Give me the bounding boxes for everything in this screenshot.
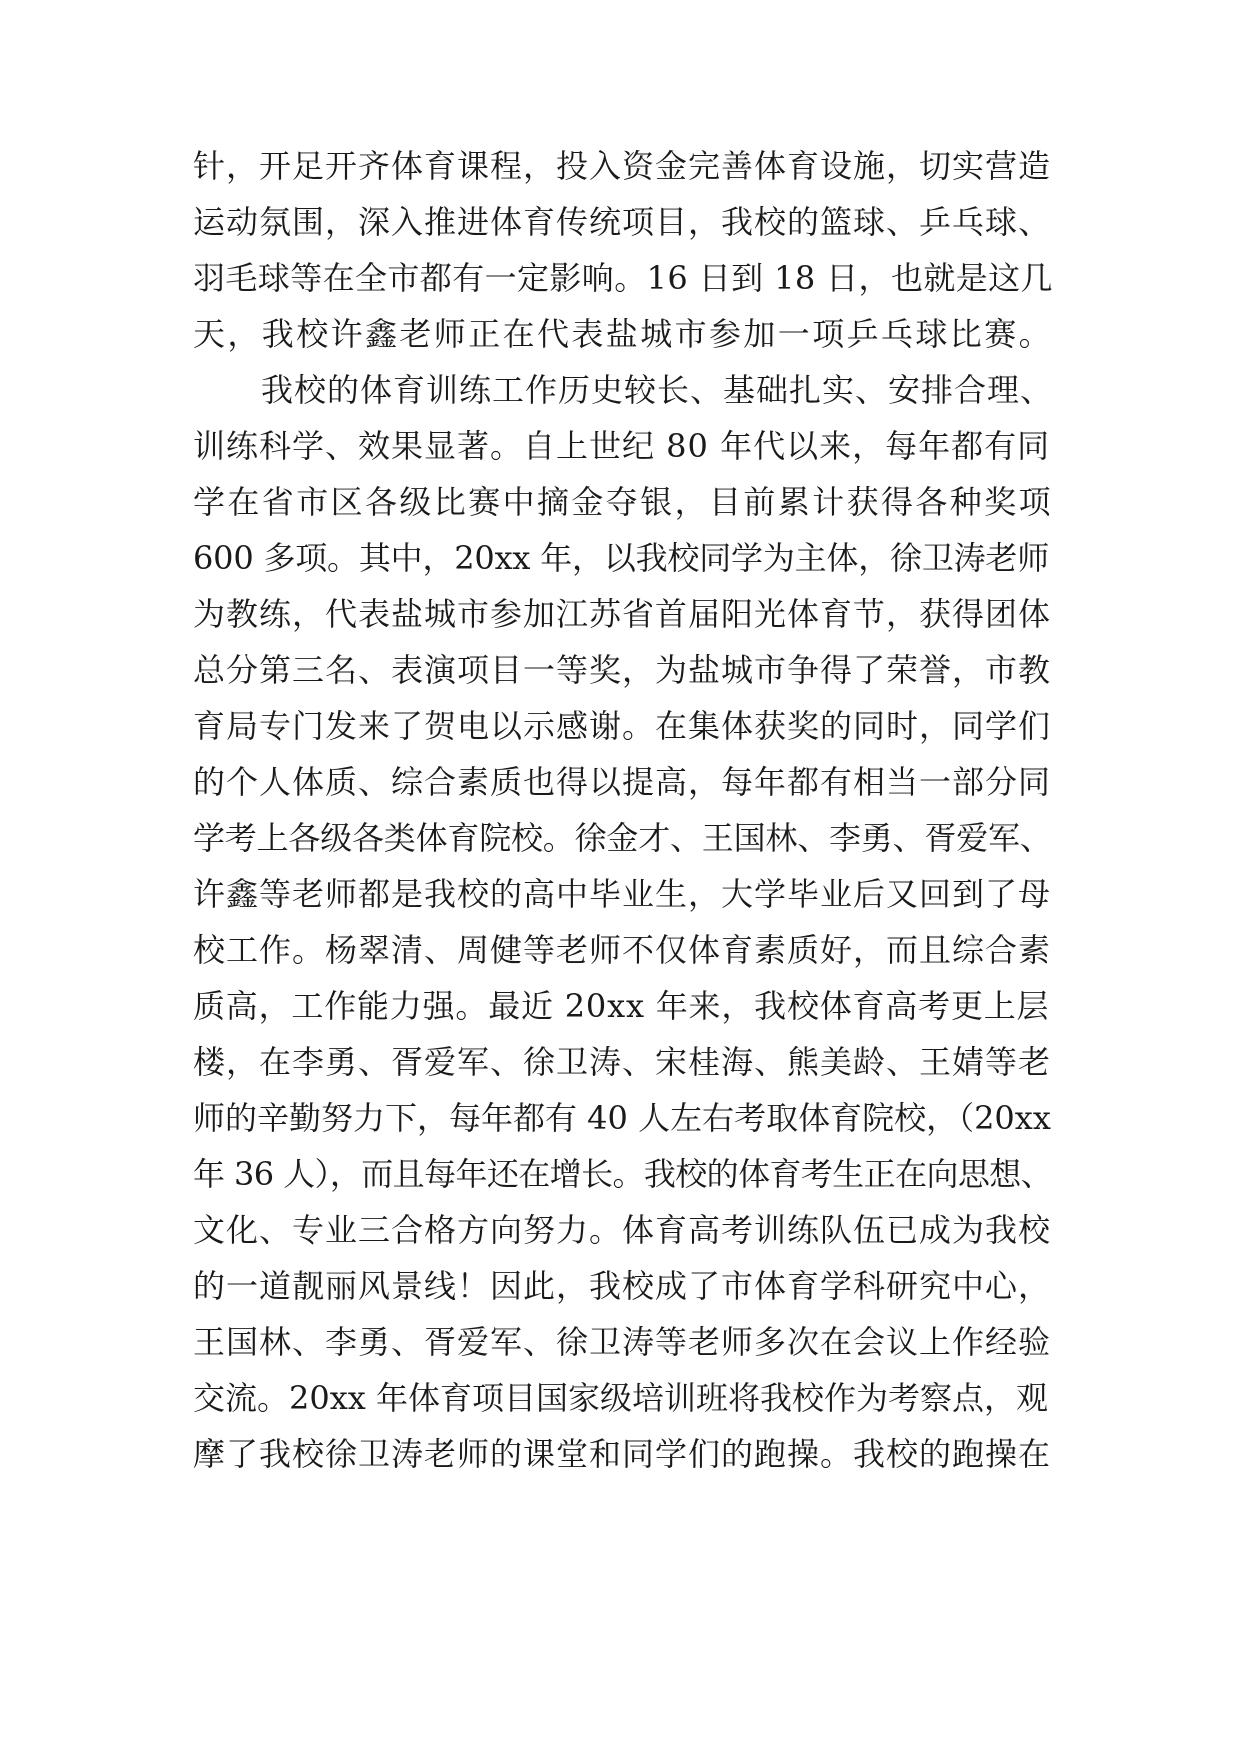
- text-line: 的个人体质、综合素质也得以提高，每年都有相当一部分同: [193, 763, 1052, 801]
- text-line: 楼，在李勇、胥爱军、徐卫涛、宋桂海、熊美龄、王婧等老: [193, 1043, 1052, 1081]
- text-line: 交流。20xx 年体育项目国家级培训班将我校作为考察点，观: [193, 1379, 1048, 1417]
- text-line: 羽毛球等在全市都有一定影响。16 日到 18 日，也就是这几: [193, 259, 1053, 297]
- text-line: 总分第三名、表演项目一等奖，为盐城市争得了荣誉，市教: [193, 651, 1052, 689]
- text-line: 育局专门发来了贺电以示感谢。在集体获奖的同时，同学们: [193, 707, 1052, 745]
- text-line: 文化、专业三合格方向努力。体育高考训练队伍已成为我校: [193, 1211, 1052, 1249]
- text-line: 质高，工作能力强。最近 20xx 年来，我校体育高考更上层: [193, 987, 1050, 1025]
- text-line: 许鑫等老师都是我校的高中毕业生，大学毕业后又回到了母: [193, 875, 1052, 913]
- text-line: 训练科学、效果显著。自上世纪 80 年代以来，每年都有同: [193, 427, 1051, 465]
- text-line: 针，开足开齐体育课程，投入资金完善体育设施，切实营造: [193, 147, 1052, 185]
- text-line: 为教练，代表盐城市参加江苏省首届阳光体育节，获得团体: [193, 595, 1052, 633]
- text-line: 校工作。杨翠清、周健等老师不仅体育素质好，而且综合素: [193, 931, 1052, 969]
- text-line: 王国林、李勇、胥爱军、徐卫涛等老师多次在会议上作经验: [193, 1323, 1052, 1361]
- text-line: 600 多项。其中，20xx 年，以我校同学为主体，徐卫涛老师: [193, 539, 1050, 577]
- text-line: 学在省市区各级比赛中摘金夺银，目前累计获得各种奖项: [193, 483, 1054, 521]
- text-line: 学考上各级各类体育院校。徐金才、王国林、李勇、胥爱军、: [193, 819, 1052, 857]
- text-line: 摩了我校徐卫涛老师的课堂和同学们的跑操。我校的跑操在: [193, 1435, 1052, 1473]
- text-line: 天，我校许鑫老师正在代表盐城市参加一项乒乓球比赛。: [193, 315, 1054, 353]
- text-line: 年 36 人），而且每年还在增长。我校的体育考生正在向思想、: [193, 1155, 1053, 1193]
- text-line: 的一道靓丽风景线！因此，我校成了市体育学科研究中心，: [193, 1267, 1052, 1305]
- text-line: 运动氛围，深入推进体育传统项目，我校的篮球、乒乓球、: [193, 203, 1052, 241]
- text-line: 师的辛勤努力下，每年都有 40 人左右考取体育院校，（20xx: [193, 1099, 1051, 1137]
- paragraph-first-line: 我校的体育训练工作历史较长、基础扎实、安排合理、: [261, 371, 1054, 409]
